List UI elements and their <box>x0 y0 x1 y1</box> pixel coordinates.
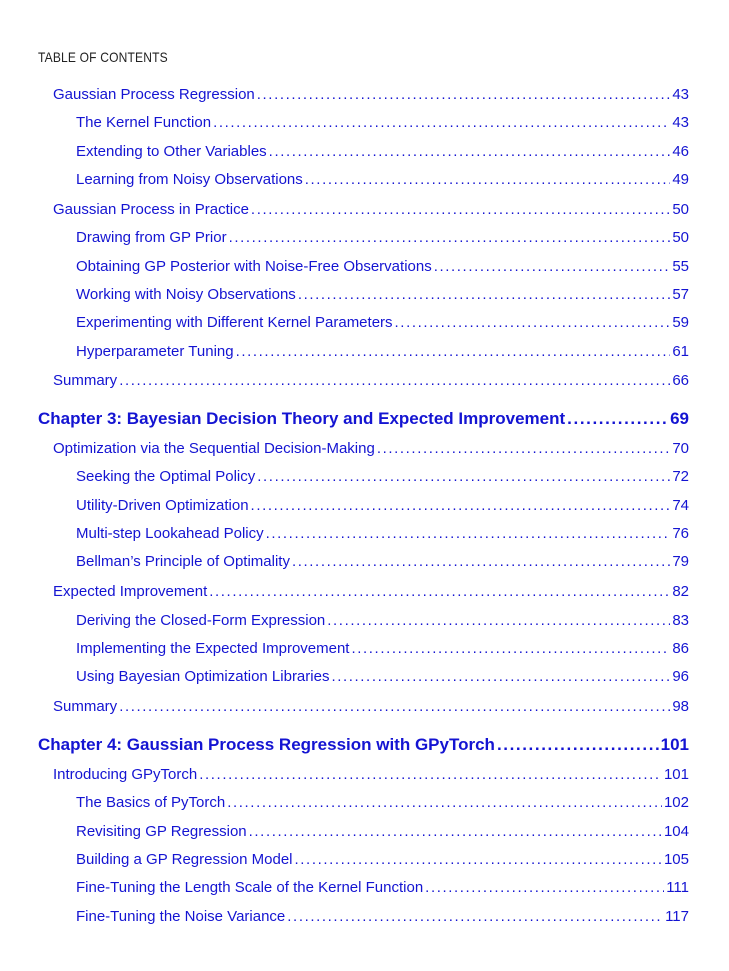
dot-leader <box>266 525 671 542</box>
toc-page-number: 105 <box>663 851 689 868</box>
toc-page-number: 117 <box>665 908 689 925</box>
toc-page-number: 72 <box>672 468 689 485</box>
toc-subsection-entry[interactable] <box>76 640 689 657</box>
dot-leader <box>292 553 670 570</box>
toc-page-number: 76 <box>672 525 689 542</box>
toc-entry-title: Expected Improvement <box>53 583 208 600</box>
toc-entry-title: Bellman’s Principle of Optimality <box>76 553 290 570</box>
toc-page-number: 83 <box>672 612 689 629</box>
toc-section-entry[interactable] <box>53 372 689 389</box>
toc-page-number: 102 <box>663 794 689 811</box>
toc-page-number: 66 <box>672 372 689 389</box>
dot-leader <box>236 343 671 360</box>
toc-page-number: 59 <box>672 314 689 331</box>
toc-entry-title: Hyperparameter Tuning <box>76 343 234 360</box>
dot-leader <box>567 409 668 429</box>
toc-section-entry[interactable] <box>53 583 689 600</box>
running-head: TABLE OF CONTENTS <box>38 49 168 65</box>
toc-page-number: 43 <box>672 114 689 131</box>
dot-leader <box>434 258 671 275</box>
toc-entry-title: Using Bayesian Optimization Libraries <box>76 668 330 685</box>
toc-subsection-entry[interactable] <box>76 143 689 160</box>
toc-subsection-entry[interactable] <box>76 286 689 303</box>
toc-page-number: 74 <box>672 497 689 514</box>
dot-leader <box>377 440 670 457</box>
toc-entry-title: Working with Noisy Observations <box>76 286 296 303</box>
toc-entry-title: Introducing GPyTorch <box>53 766 198 783</box>
toc-section-entry[interactable] <box>53 698 689 715</box>
dot-leader <box>257 468 670 485</box>
toc-subsection-entry[interactable] <box>76 468 689 485</box>
toc-section-entry[interactable] <box>53 86 689 103</box>
toc-subsection-entry[interactable] <box>76 114 689 131</box>
toc-chapter-entry[interactable] <box>38 735 689 755</box>
toc-subsection-entry[interactable] <box>76 908 689 925</box>
toc-page-number: 86 <box>672 640 689 657</box>
dot-leader <box>269 143 671 160</box>
toc-entry-title: Experimenting with Different Kernel Parameters <box>76 314 393 331</box>
toc-page-number: 79 <box>672 553 689 570</box>
toc-chapter-entry[interactable] <box>38 409 689 429</box>
toc-subsection-entry[interactable] <box>76 553 689 570</box>
toc-entry-title: Fine-Tuning the Noise Variance <box>76 908 286 925</box>
toc-entry-title: Fine-Tuning the Length Scale of the Kernel Function <box>76 879 424 896</box>
dot-leader <box>251 201 670 218</box>
toc-subsection-entry[interactable] <box>76 612 689 629</box>
toc-subsection-entry[interactable] <box>76 343 689 360</box>
toc-entry-title: Chapter 4: Gaussian Process Regression with GPyTorch <box>38 735 495 754</box>
dot-leader <box>395 314 671 331</box>
dot-leader <box>249 823 662 840</box>
toc-entry-title: Gaussian Process in Practice <box>53 201 249 218</box>
toc-section-entry[interactable] <box>53 440 689 457</box>
toc-entry-title: Building a GP Regression Model <box>76 851 293 868</box>
dot-leader <box>209 583 670 600</box>
toc-page-number: 96 <box>672 668 689 685</box>
dot-leader <box>199 766 662 783</box>
toc-entry-title: Revisiting GP Regression <box>76 823 247 840</box>
dot-leader <box>257 86 671 103</box>
dot-leader <box>425 879 664 896</box>
toc-subsection-entry[interactable] <box>76 229 689 246</box>
toc-page-number: 101 <box>660 735 689 754</box>
toc-page-number: 55 <box>672 258 689 275</box>
toc-entry-title: Summary <box>53 698 118 715</box>
dot-leader <box>351 640 670 657</box>
toc-page-number: 101 <box>663 766 689 783</box>
toc-entry-title: Optimization via the Sequential Decision-Making <box>53 440 375 457</box>
toc-page-number: 57 <box>672 286 689 303</box>
toc-entry-title: Multi-step Lookahead Policy <box>76 525 264 542</box>
dot-leader <box>298 286 671 303</box>
dot-leader <box>287 908 663 925</box>
dot-leader <box>119 698 670 715</box>
toc-page-number: 61 <box>672 343 689 360</box>
toc-entry-title: Chapter 3: Bayesian Decision Theory and Expected Improvement <box>38 409 566 428</box>
dot-leader <box>295 851 662 868</box>
toc-entry-title: Gaussian Process Regression <box>53 86 255 103</box>
toc-entry-title: Deriving the Closed-Form Expression <box>76 612 326 629</box>
dot-leader <box>119 372 670 389</box>
toc-subsection-entry[interactable] <box>76 794 689 811</box>
toc-page-number: 50 <box>672 201 689 218</box>
toc-subsection-entry[interactable] <box>76 258 689 275</box>
dot-leader <box>497 735 659 755</box>
toc-page-number: 82 <box>672 583 689 600</box>
toc-entry-title: Utility-Driven Optimization <box>76 497 249 514</box>
toc-page-number: 46 <box>672 143 689 160</box>
toc-subsection-entry[interactable] <box>76 171 689 188</box>
dot-leader <box>227 794 662 811</box>
toc-page-number: 98 <box>672 698 689 715</box>
dot-leader <box>327 612 670 629</box>
toc-entry-title: Seeking the Optimal Policy <box>76 468 256 485</box>
toc-section-entry[interactable] <box>53 201 689 218</box>
toc-entry-title: Extending to Other Variables <box>76 143 267 160</box>
toc-page-number: 43 <box>672 86 689 103</box>
toc-subsection-entry[interactable] <box>76 525 689 542</box>
toc-page-number: 111 <box>666 879 689 896</box>
toc-subsection-entry[interactable] <box>76 668 689 685</box>
dot-leader <box>305 171 671 188</box>
toc-entry-title: The Basics of PyTorch <box>76 794 226 811</box>
toc-entry-title: Implementing the Expected Improvement <box>76 640 350 657</box>
toc-page-number: 49 <box>672 171 689 188</box>
dot-leader <box>331 668 670 685</box>
toc-page-number: 69 <box>670 409 689 428</box>
dot-leader <box>251 497 671 514</box>
toc-entry-title: Drawing from GP Prior <box>76 229 227 246</box>
dot-leader <box>229 229 671 246</box>
toc-entry-title: Learning from Noisy Observations <box>76 171 303 188</box>
toc-entry-title: The Kernel Function <box>76 114 212 131</box>
toc-page-number: 70 <box>672 440 689 457</box>
toc-subsection-entry[interactable] <box>76 851 689 868</box>
toc-page-number: 50 <box>672 229 689 246</box>
toc-page-number: 104 <box>663 823 689 840</box>
toc-subsection-entry[interactable] <box>76 314 689 331</box>
toc-entry-title: Summary <box>53 372 118 389</box>
dot-leader <box>213 114 670 131</box>
toc-subsection-entry[interactable] <box>76 497 689 514</box>
toc-subsection-entry[interactable] <box>76 823 689 840</box>
toc-subsection-entry[interactable] <box>76 879 689 896</box>
toc-entry-title: Obtaining GP Posterior with Noise-Free Observations <box>76 258 432 275</box>
toc-section-entry[interactable] <box>53 766 689 783</box>
